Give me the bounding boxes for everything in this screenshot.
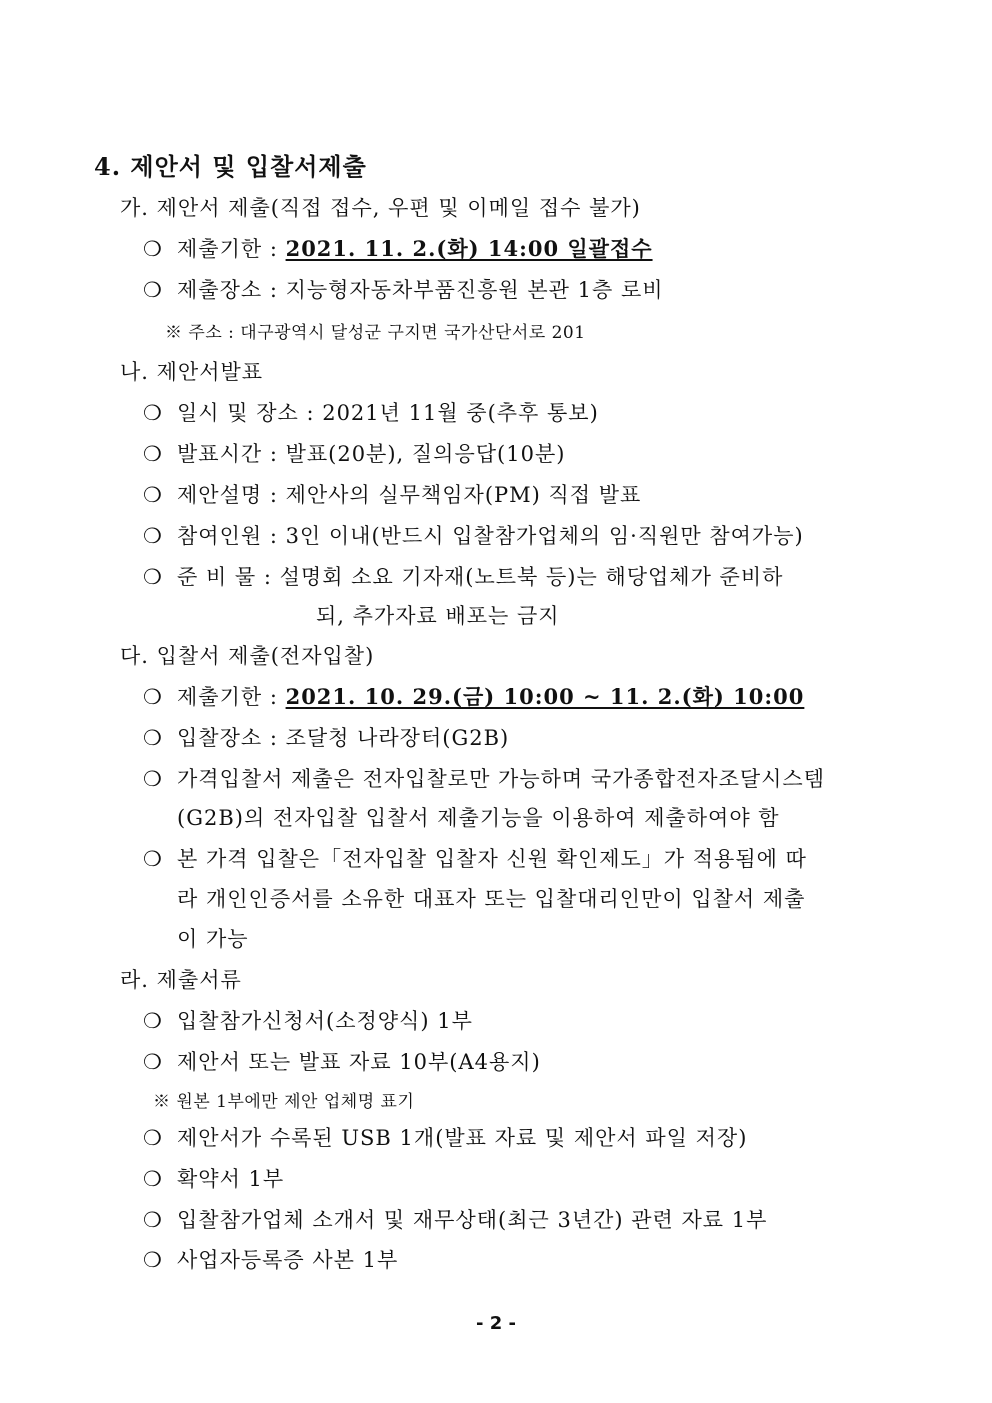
- deadline-value: 2021. 10. 29.(금) 10:00 ~ 11. 2.(화) 10:00: [285, 684, 805, 709]
- bullet-icon: ❍: [143, 1009, 163, 1033]
- list-item: [143, 438, 565, 468]
- item-text: 참여인원 : 3인 이내(반드시 입찰참가업체의 임·직원만 참여가능): [177, 524, 804, 548]
- item-label: 제출기한 :: [177, 685, 286, 709]
- list-item: [143, 397, 599, 427]
- section-heading-ra: 라. 제출서류: [120, 968, 242, 992]
- item-text-line2: (G2B)의 전자입찰 입찰서 제출기능을 이용하여 제출하여야 함: [177, 806, 780, 830]
- bullet-icon: ❍: [143, 1050, 163, 1074]
- item-text-line2: 되, 추가자료 배포는 금지: [316, 604, 560, 628]
- bullet-icon: ❍: [143, 1167, 163, 1191]
- section-heading-ga: 가. 제안서 제출(직접 접수, 우편 및 이메일 접수 불가): [120, 196, 641, 220]
- address-note: ※ 주소 : 대구광역시 달성군 구지면 국가산단서로 201: [165, 323, 586, 343]
- original-note: ※ 원본 1부에만 제안 업체명 표기: [153, 1092, 415, 1112]
- list-item: [143, 520, 804, 550]
- list-item: [143, 1046, 541, 1076]
- bullet-icon: ❍: [143, 524, 163, 548]
- item-text: 입찰참가신청서(소정양식) 1부: [177, 1009, 473, 1033]
- deadline-value: 2021. 11. 2.(화) 14:00 일괄접수: [285, 236, 653, 261]
- section-heading-na: 나. 제안서발표: [120, 360, 264, 384]
- list-item: [143, 722, 509, 752]
- list-item: [143, 1122, 747, 1152]
- item-text-line1: 준 비 물 : 설명회 소요 기자재(노트북 등)는 해당업체가 준비하: [177, 565, 784, 589]
- bullet-icon: ❍: [143, 767, 163, 791]
- bullet-icon: ❍: [143, 483, 163, 507]
- page-number: - 2 -: [476, 1313, 516, 1334]
- bullet-icon: ❍: [143, 847, 163, 871]
- list-item: [143, 1244, 398, 1274]
- bullet-icon: ❍: [143, 1208, 163, 1232]
- list-item: [143, 233, 653, 263]
- item-text-line2: 라 개인인증서를 소유한 대표자 또는 입찰대리인만이 입찰서 제출: [177, 887, 806, 911]
- list-item: [143, 1163, 284, 1193]
- section-title: 4. 제안서 및 입찰서제출: [94, 152, 367, 181]
- item-text: 입찰참가업체 소개서 및 재무상태(최근 3년간) 관련 자료 1부: [177, 1208, 768, 1232]
- item-text: 입찰장소 : 조달청 나라장터(G2B): [177, 726, 510, 750]
- section-heading-da: 다. 입찰서 제출(전자입찰): [120, 644, 375, 668]
- bullet-icon: ❍: [143, 565, 163, 589]
- item-text: 제안서 또는 발표 자료 10부(A4용지): [177, 1050, 541, 1074]
- item-text-line1: 가격입찰서 제출은 전자입찰로만 가능하며 국가종합전자조달시스템: [177, 767, 825, 791]
- item-text: 일시 및 장소 : 2021년 11월 중(추후 통보): [177, 401, 599, 425]
- list-item: [143, 681, 804, 711]
- item-text: 발표시간 : 발표(20분), 질의응답(10분): [177, 442, 566, 466]
- list-item: [143, 561, 898, 591]
- bullet-icon: ❍: [143, 237, 163, 261]
- item-label: 제출기한 :: [177, 237, 286, 261]
- bullet-icon: ❍: [143, 685, 163, 709]
- list-item: [143, 479, 641, 509]
- list-item: [143, 274, 664, 304]
- item-text: 제안설명 : 제안사의 실무책임자(PM) 직접 발표: [177, 483, 642, 507]
- list-item: [143, 1204, 767, 1234]
- bullet-icon: ❍: [143, 442, 163, 466]
- list-item: [143, 843, 807, 873]
- item-text: 확약서 1부: [177, 1167, 285, 1191]
- bullet-icon: ❍: [143, 726, 163, 750]
- item-text-line3: 이 가능: [177, 927, 249, 951]
- item-text: 제안서가 수록된 USB 1개(발표 자료 및 제안서 파일 저장): [177, 1126, 748, 1150]
- bullet-icon: ❍: [143, 278, 163, 302]
- list-item: [143, 763, 825, 793]
- bullet-icon: ❍: [143, 1126, 163, 1150]
- list-item: [143, 1005, 473, 1035]
- item-text-line1: 본 가격 입찰은「전자입찰 입찰자 신원 확인제도」가 적용됨에 따: [177, 847, 807, 871]
- item-text: 사업자등록증 사본 1부: [177, 1248, 399, 1272]
- bullet-icon: ❍: [143, 1248, 163, 1272]
- item-text: 제출장소 : 지능형자동차부품진흥원 본관 1층 로비: [177, 278, 664, 302]
- bullet-icon: ❍: [143, 401, 163, 425]
